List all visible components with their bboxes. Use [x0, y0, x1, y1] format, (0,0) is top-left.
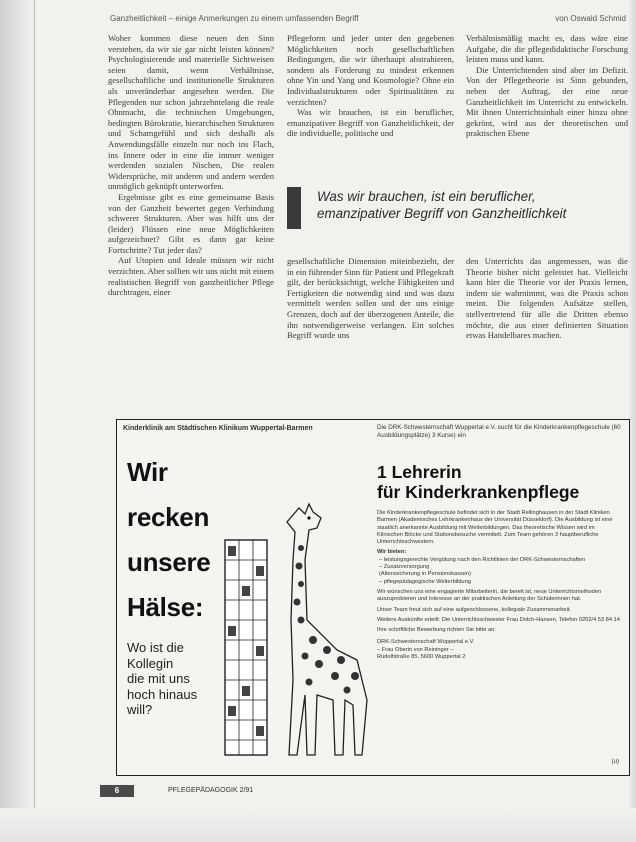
ad-address-line: DRK-Schwesternschaft Wuppertal e.V. — [377, 639, 475, 646]
ad-offer-item: – pflegepädagogische Weiterbildung — [379, 578, 471, 585]
ad-intro: Die DRK-Schwesternschaft Wuppertal e.V. sucht für die Kinderkrankenpflegeschule (60 Ausbildungsplätze) 3 Kurse) ein — [377, 424, 621, 439]
ad-headline-line: unsere — [127, 547, 211, 577]
ad-description: Die Kinderkrankenpflegeschule befindet sich in der Stadt Rellinghausen in der Stadt Kliniken Barmen (Akademisches Lehrkrankenhaus der Universität Düsseldorf). Die Ausbildung ist eine staatlich anerkannte Ausbildung mit Weiterbildungen. Das theoretische Wissen wird im Klinischen Blöcke und Stationsbesuche vermittelt. Zum Team gehören 3 hauptberufliche Unterrichtsschwestern. — [377, 510, 613, 546]
paragraph: Was wir brauchen, ist ein beruflicher, emanzipativer Begriff von Ganzheitlichkeit, der die individuelle, politische und — [287, 107, 454, 139]
ad-wish-2: Unser Team freut sich auf eine aufgeschlossene, kollegiale Zusammenarbeit. — [377, 606, 572, 613]
ad-question-line: hoch hinaus — [127, 686, 198, 702]
ad-question-line: Wo ist die — [127, 640, 184, 655]
ad-headline-line: Hälse: — [127, 592, 204, 622]
ad-text-column — [377, 424, 621, 662]
header-title: Ganzheitlichkeit – einige Anmerkungen zu einem umfassenden Begriff — [110, 14, 359, 23]
ad-offer-list — [377, 557, 621, 586]
paragraph: Verhältnismäßig macht es, dass wäre eine Aufgabe, die die pflegedidaktische Forschung leisten muss und kann. — [466, 33, 628, 65]
ad-apply: Ihre schriftliche Bewerbung richten Sie bitte an: — [377, 627, 496, 634]
article-column-1 — [108, 33, 274, 298]
ad-headline-line: Wir — [127, 457, 168, 487]
pull-quote-line-1: Was wir brauchen, ist ein beruflicher, — [317, 189, 536, 204]
running-header — [100, 12, 630, 26]
ad-question-line: will? — [127, 702, 153, 717]
job-advertisement — [116, 419, 630, 776]
ad-offer-item: (Alterssicherung in Pensionskassen) — [379, 571, 471, 578]
ad-position-line: für Kinderkrankenpflege — [377, 482, 580, 502]
ad-question — [127, 640, 210, 718]
pull-quote — [287, 184, 627, 230]
pull-quote-text — [317, 188, 566, 222]
paragraph: Woher kommen diese neuen den Sinn verstehen, da wir sie gar nicht leisten können? Psychologisierende und materielle Sichtweisen seien damit, wenn Verhältnisse, gesellschaftliche und institutionelle Strukturen als unveränderbar angesehen werden. Die Pflegenden nur schon jahrzehntelang die reale Ohnmacht, die technischen Umgebungen, bedingten Bürokratie, hierarchischen Strukturen und Schamgefühl und sich deshalb als Anwendungsfälle einzeln nur noch ins Flach, ins Innere oder in eine die immer weniger werdenden sozialen Nischen, Die realen Widersprüche, mit anderen und andern werden unmöglich geknüpft unterworfen. — [108, 33, 274, 192]
binding-line — [34, 0, 35, 842]
ad-clinic-name: Kinderklinik am Städtischen Klinikum Wuppertal-Barmen — [123, 425, 313, 432]
ad-mark: (u) — [611, 759, 619, 765]
header-author: von Oswald Schmid — [555, 14, 626, 23]
ad-question-line: die mit uns — [127, 671, 190, 686]
page-number: 6 — [100, 785, 134, 797]
article-column-2-bottom — [287, 256, 454, 341]
ad-offer-title: Wir bieten: — [377, 549, 407, 556]
ad-question-line: Kollegin — [127, 655, 174, 671]
giraffe-illustration — [217, 500, 377, 758]
ad-contact: Weitere Auskünfte erteilt: Die Unterrichtsschwester Frau Dolch-Hansen, Telefon 0202/4 53 84 14 — [377, 616, 620, 623]
article-column-3-top — [466, 33, 628, 139]
ad-headline-line: recken — [127, 502, 210, 532]
pull-quote-line-2: emanzipativer Begriff von Ganzheitlichkeit — [317, 206, 567, 221]
paragraph: Ergebnisse gibt es eine gemeinsame Basis von der Ganzheit bewertet gegen Verbindung schwerer Strukturen. Aber was hilft uns der (leider) Flüssen eine neue Möglichkeiten aufgezeichnet? Gibt es dann gar keine Fortschritte? Tut jeder das? — [108, 191, 274, 255]
ad-offer-item: – leistungsgerechte Vergütung nach den Richtlinien der DRK-Schwesternschaften — [379, 556, 586, 563]
pull-quote-bar — [287, 187, 301, 229]
ad-position-line: 1 Lehrerin — [377, 462, 462, 482]
ad-body — [377, 510, 621, 634]
ad-wish: Wir wünschen uns eine engagierte Mitarbeiterin, die bereit ist, neue Unterrichtsmethoden auszuprobieren und Interesse an der praktischen Anleitung der Schülerinnen hat. — [377, 588, 602, 603]
paragraph: den Unterrichts das angemessen, was die Theorie bisher nicht geleistet hat. Vielleicht kann hier die Theorie vor der Praxis lernen, indem sie wahrnimmt, was die Praxis schon meint. Die folgenden Aufsätze stellen, stellvertretend für alle die Dritten ebenso möchte, die aus einer definierten Situation etwas Handelbares machen. — [466, 256, 628, 341]
ad-offer-item: – Zusatzversorgung — [379, 564, 430, 571]
ad-address — [377, 639, 621, 661]
paragraph: gesellschaftliche Dimension miteinbezieht, der in ein führender Sinn für Patient und Pflegekraft gilt, der berücksichtigt, welche Fähigkeiten und Fertigkeiten die notwendig sind und was dazu vermittelt werden sollen und der uns einige Grenzen, doch auf der überzogenen Anteile, die ihn notwendigerweise verlangen. Ein solches Begriff wurde uns — [287, 256, 454, 341]
page-footer — [100, 785, 625, 799]
article-column-2-top — [287, 33, 454, 139]
paragraph: Auf Utopien und Ideale müssen wir nicht verzichten. Aber sollten wir uns nicht mit einem realistischen Begriff von ganzheitlicher Pflege durchtragen, einer — [108, 255, 274, 298]
ad-headline-block — [127, 450, 210, 718]
paragraph: Pflegeform und jeder unter den gegebenen Möglichkeiten noch gesellschaftlichen Bedingungen, die wir überhaupt abstrahieren, sondern als Forderung zu mindest erkennen ohne Yin und Yang und Kosmologie? Ohne ein Individualstrukturen oder Spiritualitäten zu verzichten? — [287, 33, 454, 107]
ad-address-line: – Frau Oberin von Reininger – — [377, 646, 454, 653]
ad-position-title — [377, 462, 621, 502]
ad-address-line: Rudolfstraße 85, 5600 Wuppertal 2 — [377, 654, 466, 661]
article-column-3-bottom — [466, 256, 628, 341]
paragraph: Die Unterrichtenden sind aber im Defizit. Von der Pflegetheorie ist Sinn gebunden, neben der Auftrag, der eine neue Ganzheitlichkeit im Unterricht zu entwickeln. Mit ihnen Unterrichtsinhalt einer hinzu ohne gekrönt, wird aus der theoretischen und praktischen Ebene — [466, 64, 628, 139]
bottom-shade — [0, 808, 636, 842]
footer-source: PFLEGEPÄDAGOGIK 2/91 — [168, 787, 254, 794]
